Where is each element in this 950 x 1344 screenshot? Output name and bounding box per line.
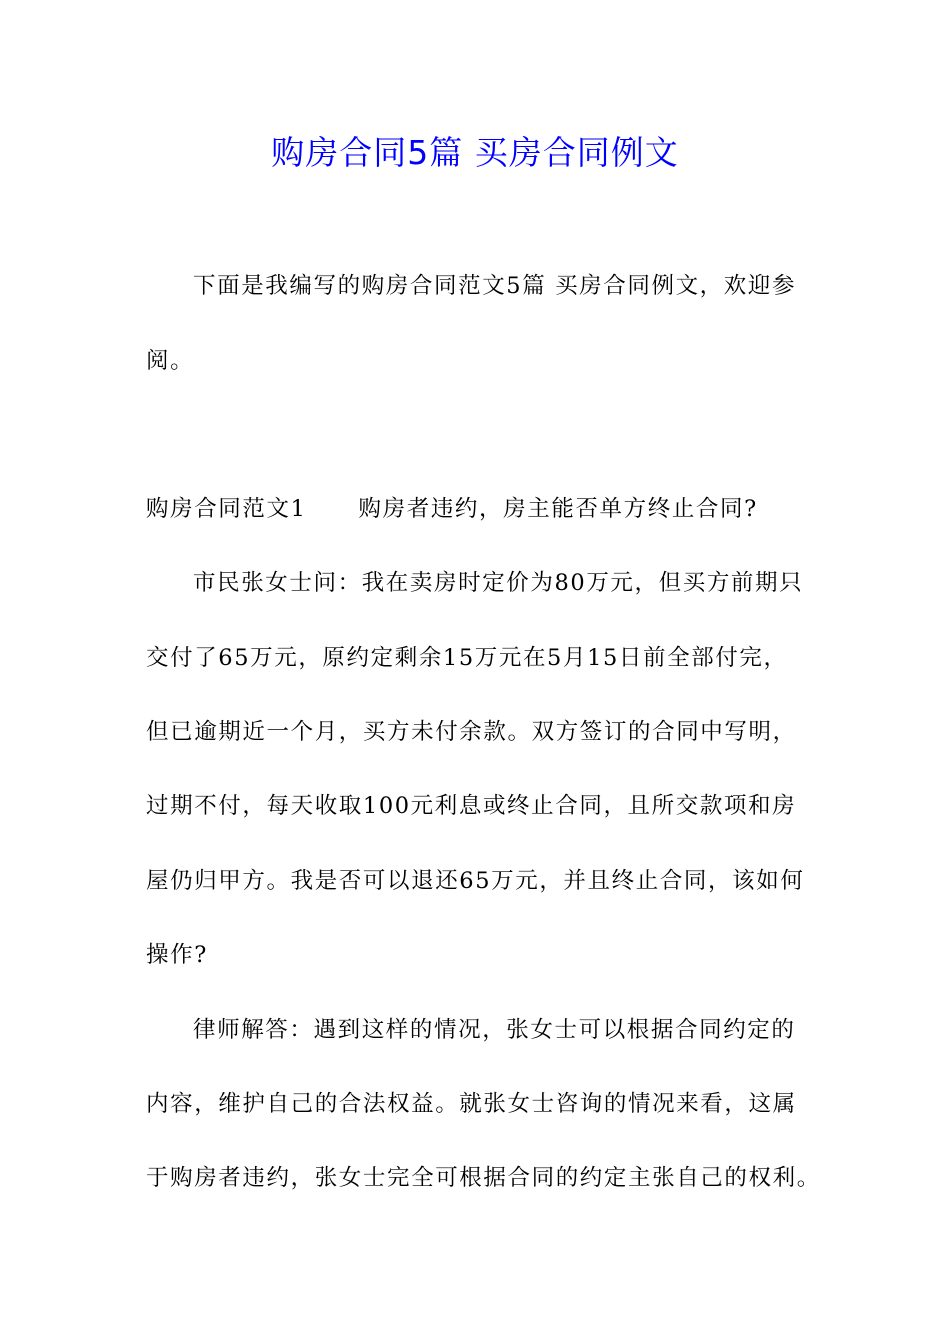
section-label: 购房合同范文1 (146, 496, 307, 522)
question-line-5: 屋仍归甲方。我是否可以退还65万元，并且终止合同，该如何 (146, 868, 805, 894)
intro-line-1: 下面是我编写的购房合同范文5篇 买房合同例文，欢迎参 (193, 273, 797, 299)
answer-line-2: 内容，维护自己的合法权益。就张女士咨询的情况来看，这属 (146, 1091, 797, 1117)
intro-line-2: 阅。 (146, 348, 195, 374)
question-line-2: 交付了65万元，原约定剩余15万元在5月15日前全部付完， (146, 645, 788, 671)
question-line-6: 操作? (146, 942, 208, 968)
section-title: 购房者违约，房主能否单方终止合同? (358, 496, 758, 522)
answer-line-1: 律师解答：遇到这样的情况，张女士可以根据合同约定的 (193, 1017, 796, 1043)
question-line-3: 但已逾期近一个月，买方未付余款。双方签订的合同中写明， (146, 719, 797, 745)
page-title: 购房合同5篇 买房合同例文 (271, 133, 679, 172)
answer-line-3: 于购房者违约，张女士完全可根据合同的约定主张自己的权利。 (146, 1165, 821, 1191)
question-line-1: 市民张女士问：我在卖房时定价为80万元，但买方前期只 (193, 570, 804, 596)
section-heading (146, 489, 826, 529)
question-line-4: 过期不付，每天收取100元利息或终止合同，且所交款项和房 (146, 793, 797, 819)
